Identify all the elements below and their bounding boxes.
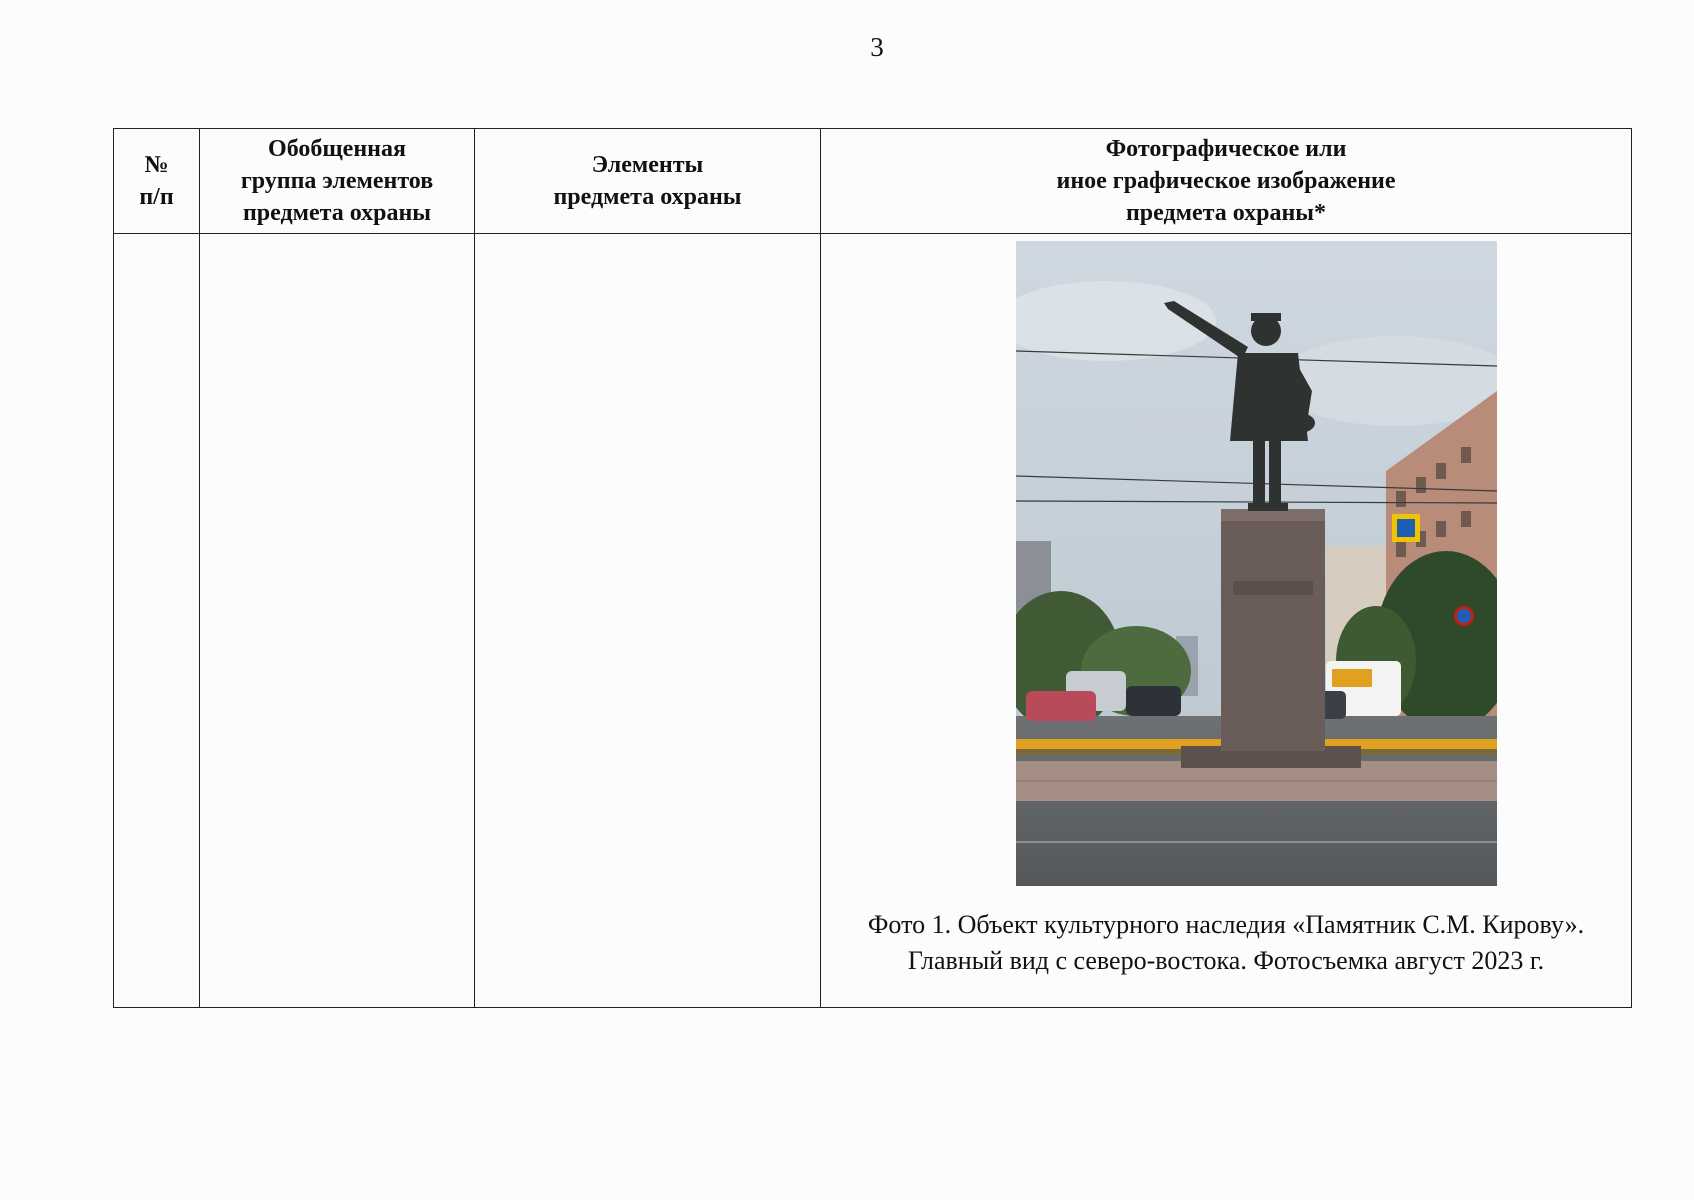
- page-number: 3: [870, 32, 884, 62]
- header-elements: Элементы предмета охраны: [475, 129, 821, 234]
- monument-photo: [1016, 241, 1497, 886]
- header-photo: Фотографическое или иное графическое изображение предмета охраны*: [821, 129, 1632, 234]
- table-header-row: [114, 129, 1632, 234]
- photo-caption: [821, 907, 1631, 979]
- caption-line-2: Главный вид с северо-востока. Фотосъемка август 2023 г.: [907, 946, 1545, 975]
- cell-number: [114, 234, 200, 1008]
- protection-subject-table: [113, 128, 1632, 1008]
- cell-photo: [821, 234, 1632, 1008]
- cell-elements: [475, 234, 821, 1008]
- caption-line-1: Фото 1. Объект культурного наследия «Памятник С.М. Кирову».: [867, 910, 1585, 939]
- table-row: [114, 234, 1632, 1008]
- header-number: № п/п: [114, 129, 200, 234]
- cell-group: [200, 234, 475, 1008]
- header-group: Обобщенная группа элементов предмета охраны: [200, 129, 475, 234]
